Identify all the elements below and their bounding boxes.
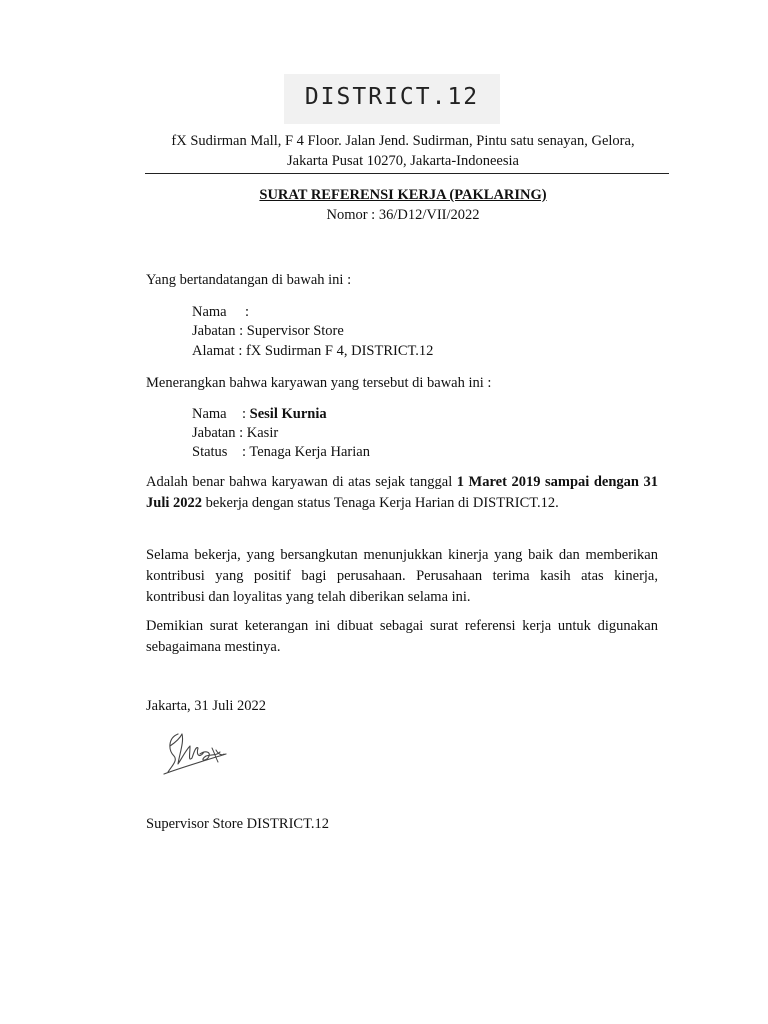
employee-position-label: Jabatan <box>192 425 236 441</box>
para1-text-a: Adalah benar bahwa karyawan di atas sejak tanggal <box>146 474 457 490</box>
signer-position-label: Jabatan <box>192 323 236 339</box>
address-line-2: Jakarta Pusat 10270, Jakarta-Indoneesia <box>287 153 519 169</box>
employee-name-row <box>192 406 327 423</box>
paragraph-closing <box>146 616 658 658</box>
signer-position-value: : Supervisor Store <box>239 323 344 339</box>
company-logo: DISTRICT.12 <box>304 84 480 110</box>
employee-name-label: Nama <box>192 406 227 422</box>
employee-status-label: Status <box>192 444 228 460</box>
signer-name-value: : <box>245 304 250 320</box>
letter-title: SURAT REFERENSI KERJA (PAKLARING) <box>259 187 547 203</box>
paragraph-employment-period <box>146 472 658 514</box>
employee-position-value: : Kasir <box>239 425 279 441</box>
para1-text-c: bekerja dengan status Tenaga Kerja Harian di DISTRICT.12. <box>202 495 559 511</box>
signer-position-row <box>192 323 344 340</box>
signature-image <box>160 728 230 780</box>
paragraph-performance <box>146 545 658 608</box>
header-divider <box>145 173 669 174</box>
signer-name-label: Nama <box>192 304 227 320</box>
employee-status-row <box>192 444 370 461</box>
para1-dates: 1 Maret 2019 sampai dengan 31 Juli 2022 <box>146 474 658 511</box>
signer-address-row <box>192 343 433 360</box>
place-date: Jakarta, 31 Juli 2022 <box>146 698 267 714</box>
employee-position-row <box>192 425 278 442</box>
signer-address-value: : fX Sudirman F 4, DISTRICT.12 <box>238 343 434 359</box>
employee-name-sep: : <box>242 406 247 422</box>
signatory-title: Supervisor Store DISTRICT.12 <box>146 816 329 832</box>
signer-address-label: Alamat <box>192 343 235 359</box>
letter-number: Nomor : 36/D12/VII/2022 <box>326 207 480 223</box>
employee-name-value: Sesil Kurnia <box>249 406 327 422</box>
explain-text: Menerangkan bahwa karyawan yang tersebut di bawah ini : <box>146 375 492 391</box>
intro-text: Yang bertandatangan di bawah ini : <box>146 272 352 288</box>
para3-text: Demikian surat keterangan ini dibuat sebagai surat referensi kerja untuk digunakan sebagaimana mestinya. <box>146 618 658 655</box>
employee-status-value: : Tenaga Kerja Harian <box>242 444 370 460</box>
para2-text: Selama bekerja, yang bersangkutan menunjukkan kinerja yang baik dan memberikan kontribusi yang positif bagi perusahaan. Perusahaan terima kasih atas kinerja, kontribusi dan loyalitas yang telah diberikan selama ini. <box>146 547 658 605</box>
signer-name-row <box>192 304 249 321</box>
address-line-1: fX Sudirman Mall, F 4 Floor. Jalan Jend. Sudirman, Pintu satu senayan, Gelora, <box>171 133 635 149</box>
